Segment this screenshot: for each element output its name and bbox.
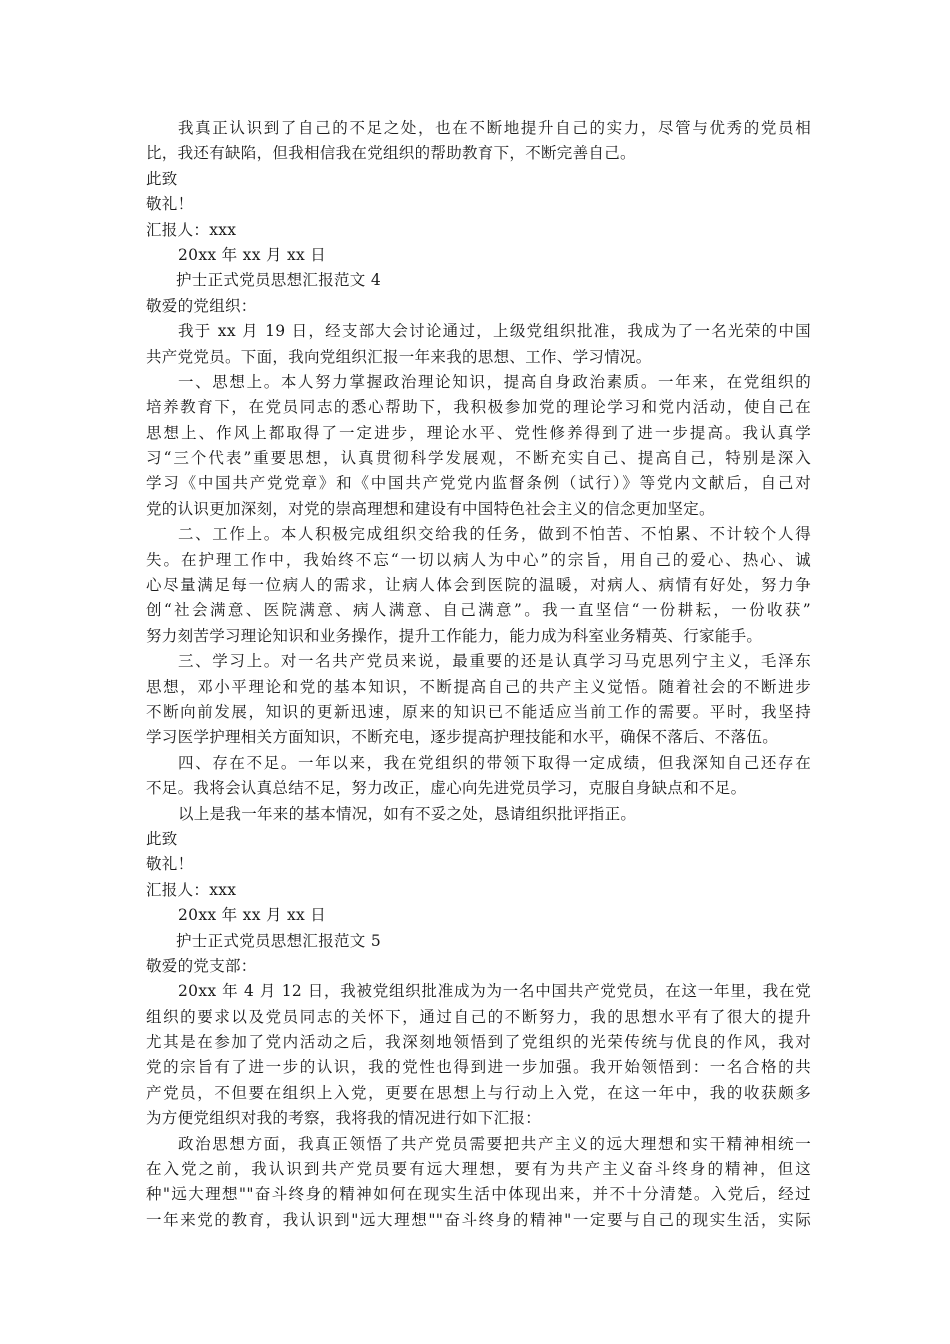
text-line: 培养教育下，在党员同志的悉心帮助下，我积极参加党的理论学习和党内活动，使自己在 (146, 398, 811, 417)
text-line: 失。在护理工作中，我始终不忘“一切以病人为中心”的宗旨，用自己的爱心、热心、诚 (146, 550, 811, 569)
text-line: 二、工作上。本人积极完成组织交给我的任务，做到不怕苦、不怕累、不计较个人得 (178, 525, 811, 544)
text-line: 思想，邓小平理论和党的基本知识，不断提高自己的共产主义觉悟。随着社会的不断进步 (146, 677, 811, 696)
text-line: 三、学习上。对一名共产党员来说，最重要的还是认真学习马克思列宁主义，毛泽东 (178, 652, 811, 671)
text-line: 在入党之前，我认识到共产党员要有远大理想，要有为共产主义奋斗终身的精神，但这 (146, 1160, 811, 1179)
text-line: 一、思想上。本人努力掌握政治理论知识，提高自身政治素质。一年来，在党组织的 (178, 372, 811, 391)
document-page (146, 116, 811, 1233)
text-line: 心尽量满足每一位病人的需求，让病人体会到医院的温暖，对病人、病情有好处，努力争 (146, 576, 811, 595)
text-line: 四、存在不足。一年以来，我在党组织的带领下取得一定成绩，但我深知自己还存在 (178, 753, 811, 772)
text-line: 学习《中国共产党党章》和《中国共产党党内监督条例（试行）》等党内文献后，自己对 (146, 474, 811, 493)
text-line: 产党员，不但要在组织上入党，更要在思想上与行动上入党，在这一年中，我的收获颇多 (146, 1083, 811, 1102)
text-line: 创“社会满意、医院满意、病人满意、自己满意”。我一直坚信“一份耕耘，一份收获” (146, 601, 811, 620)
text-line: 学习医学护理相关方面知识，不断充电，逐步提高护理技能和水平，确保不落后、不落伍。 (146, 728, 779, 747)
text-line: 尤其是在参加了党内活动之后，我深刻地领悟到了党组织的光荣传统与优良的作风，我对 (146, 1033, 811, 1052)
text-line: 敬爱的党组织： (146, 296, 257, 315)
text-line: 敬礼！ (146, 855, 194, 874)
text-line: 20xx 年 xx 月 xx 日 (178, 245, 327, 264)
text-line: 汇报人：xxx (146, 880, 237, 899)
text-line: 汇报人：xxx (146, 220, 237, 239)
text-line: 20xx 年 4 月 12 日，我被党组织批准成为为一名中国共产党党员，在这一年里，我在党 (178, 982, 811, 1001)
text-line: 政治思想方面，我真正领悟了共产党员需要把共产主义的远大理想和实干精神相统一 (178, 1134, 811, 1153)
text-line: 我真正认识到了自己的不足之处，也在不断地提升自己的实力，尽管与优秀的党员相 (178, 119, 811, 137)
text-line: 习“三个代表”重要思想，认真贯彻科学发展观，不断充实自己、提高自己，特别是深入 (146, 449, 811, 468)
text-line: 种"远大理想""奋斗终身的精神如何在现实生活中体现出来，并不十分清楚。入党后，经过 (146, 1185, 811, 1204)
section-title: 护士正式党员思想汇报范文 4 (176, 271, 381, 290)
text-line: 我于 xx 月 19 日，经支部大会讨论通过，上级党组织批准，我成为了一名光荣的中国 (178, 322, 811, 341)
text-line: 以上是我一年来的基本情况，如有不妥之处，恳请组织批评指正。 (178, 804, 637, 823)
text-line: 敬礼！ (146, 195, 194, 214)
text-line: 此致 (146, 169, 178, 188)
text-line: 一年来党的教育，我认识到"远大理想""奋斗终身的精神"一定要与自己的现实生活，实际 (146, 1210, 811, 1229)
text-line: 思想上、作风上都取得了一定进步，理论水平、党性修养得到了进一步提高。我认真学 (146, 423, 811, 442)
text-line: 为方便党组织对我的考察，我将我的情况进行如下汇报： (146, 1109, 542, 1128)
text-line: 不断向前发展，知识的更新迅速，原来的知识已不能适应当前工作的需要。平时，我坚持 (146, 702, 811, 721)
text-line: 比，我还有缺陷，但我相信我在党组织的帮助教育下，不断完善自己。 (146, 144, 636, 163)
text-line: 党的认识更加深刻，对党的崇高理想和建设有中国特色社会主义的信念更加坚定。 (146, 499, 715, 518)
text-line: 不足。我将会认真总结不足，努力改正，虚心向先进党员学习，克服自身缺点和不足。 (146, 779, 747, 798)
text-line: 此致 (146, 829, 178, 848)
text-line: 组织的要求以及党员同志的关怀下，通过自己的不断努力，我的思想水平有了很大的提升 (146, 1007, 811, 1026)
text-line: 党的宗旨有了进一步的认识，我的党性也得到进一步加强。我开始领悟到：一名合格的共 (146, 1058, 811, 1077)
text-line: 敬爱的党支部： (146, 956, 257, 975)
section-title: 护士正式党员思想汇报范文 5 (176, 931, 381, 950)
text-line: 努力刻苦学习理论知识和业务操作，提升工作能力，能力成为科室业务精英、行家能手。 (146, 626, 763, 645)
text-line: 共产党党员。下面，我向党组织汇报一年来我的思想、工作、学习情况。 (146, 347, 652, 366)
text-line: 20xx 年 xx 月 xx 日 (178, 906, 327, 925)
